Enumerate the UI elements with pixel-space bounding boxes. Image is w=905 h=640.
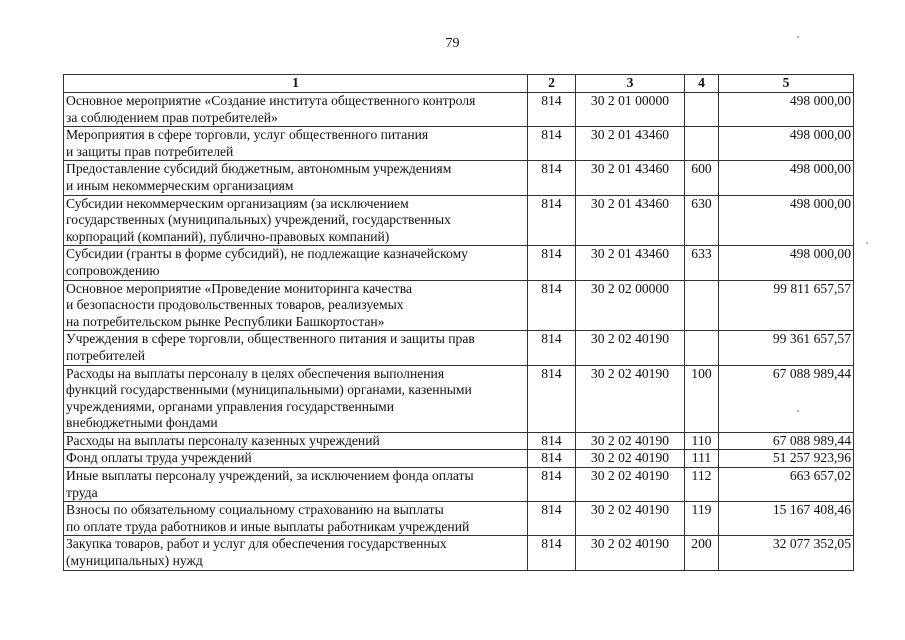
page-number: 79 [445, 36, 460, 51]
budget-table [63, 74, 854, 571]
row-amount: 498 000,00 [719, 161, 854, 195]
row-target-code: 30 2 02 40190 [576, 502, 685, 536]
row-expense-type: 110 [685, 432, 719, 450]
row-admin-code: 814 [528, 331, 576, 365]
header-col-4: 4 [685, 75, 719, 93]
row-name: Расходы на выплаты персоналу в целях обеспечения выполнения функций государственными (муниципальными) органами, казенными учреждениями, органами управления государственными внебюджетными фондами [64, 365, 528, 432]
row-name: Фонд оплаты труда учреждений [64, 450, 528, 468]
row-target-code: 30 2 02 00000 [576, 280, 685, 331]
row-admin-code: 814 [528, 195, 576, 246]
row-expense-type [685, 331, 719, 365]
row-admin-code: 814 [528, 93, 576, 127]
row-name: Субсидии (гранты в форме субсидий), не подлежащие казначейскому сопровождению [64, 246, 528, 280]
row-name: Основное мероприятие «Создание института общественного контроля за соблюдением прав потребителей» [64, 93, 528, 127]
row-name: Взносы по обязательному социальному страхованию на выплаты по оплате труда работников и иные выплаты работникам учреждений [64, 502, 528, 536]
row-amount: 99 811 657,57 [719, 280, 854, 331]
row-target-code: 30 2 01 43460 [576, 246, 685, 280]
row-expense-type [685, 93, 719, 127]
row-expense-type [685, 280, 719, 331]
header-col-2: 2 [528, 75, 576, 93]
row-name: Субсидии некоммерческим организациям (за исключением государственных (муниципальных) учреждений, государственных корпораций (компаний), публично-правовых компаний) [64, 195, 528, 246]
row-target-code: 30 2 02 40190 [576, 365, 685, 432]
row-amount: 498 000,00 [719, 246, 854, 280]
table-row [64, 246, 854, 280]
table-row [64, 450, 854, 468]
row-target-code: 30 2 01 43460 [576, 127, 685, 161]
row-expense-type: 630 [685, 195, 719, 246]
row-target-code: 30 2 02 40190 [576, 432, 685, 450]
table-row [64, 502, 854, 536]
row-amount: 51 257 923,96 [719, 450, 854, 468]
row-expense-type: 100 [685, 365, 719, 432]
row-name: Основное мероприятие «Проведение мониторинга качества и безопасности продовольственных товаров, реализуемых на потребительском рынке Республики Башкортостан» [64, 280, 528, 331]
row-admin-code: 814 [528, 127, 576, 161]
row-amount: 15 167 408,46 [719, 502, 854, 536]
row-amount: 67 088 989,44 [719, 365, 854, 432]
row-expense-type: 119 [685, 502, 719, 536]
row-expense-type: 112 [685, 468, 719, 502]
table-row [64, 468, 854, 502]
row-name: Расходы на выплаты персоналу казенных учреждений [64, 432, 528, 450]
table-row [64, 331, 854, 365]
table-row [64, 432, 854, 450]
row-amount: 99 361 657,57 [719, 331, 854, 365]
row-amount: 32 077 352,05 [719, 536, 854, 570]
row-target-code: 30 2 02 40190 [576, 468, 685, 502]
row-amount: 498 000,00 [719, 195, 854, 246]
table-row [64, 365, 854, 432]
table-row [64, 93, 854, 127]
row-admin-code: 814 [528, 161, 576, 195]
row-target-code: 30 2 01 43460 [576, 161, 685, 195]
scan-speck [797, 36, 799, 38]
row-expense-type: 633 [685, 246, 719, 280]
row-admin-code: 814 [528, 365, 576, 432]
row-target-code: 30 2 01 00000 [576, 93, 685, 127]
row-admin-code: 814 [528, 536, 576, 570]
row-admin-code: 814 [528, 450, 576, 468]
row-expense-type: 200 [685, 536, 719, 570]
row-target-code: 30 2 02 40190 [576, 536, 685, 570]
row-target-code: 30 2 01 43460 [576, 195, 685, 246]
row-admin-code: 814 [528, 246, 576, 280]
row-expense-type: 111 [685, 450, 719, 468]
row-admin-code: 814 [528, 432, 576, 450]
row-amount: 67 088 989,44 [719, 432, 854, 450]
table-row [64, 536, 854, 570]
scan-speck [866, 242, 868, 244]
row-target-code: 30 2 02 40190 [576, 450, 685, 468]
header-col-5: 5 [719, 75, 854, 93]
row-name: Учреждения в сфере торговли, общественного питания и защиты прав потребителей [64, 331, 528, 365]
row-name: Закупка товаров, работ и услуг для обеспечения государственных (муниципальных) нужд [64, 536, 528, 570]
table-row [64, 195, 854, 246]
row-expense-type [685, 127, 719, 161]
table-header-row [64, 75, 854, 93]
table-row [64, 161, 854, 195]
row-amount: 498 000,00 [719, 93, 854, 127]
table-row [64, 280, 854, 331]
row-admin-code: 814 [528, 502, 576, 536]
row-target-code: 30 2 02 40190 [576, 331, 685, 365]
row-name: Мероприятия в сфере торговли, услуг общественного питания и защиты прав потребителей [64, 127, 528, 161]
header-col-1: 1 [64, 75, 528, 93]
row-admin-code: 814 [528, 468, 576, 502]
row-name: Предоставление субсидий бюджетным, автономным учреждениям и иным некоммерческим организациям [64, 161, 528, 195]
row-amount: 498 000,00 [719, 127, 854, 161]
row-expense-type: 600 [685, 161, 719, 195]
table-row [64, 127, 854, 161]
row-admin-code: 814 [528, 280, 576, 331]
row-name: Иные выплаты персоналу учреждений, за исключением фонда оплаты труда [64, 468, 528, 502]
header-col-3: 3 [576, 75, 685, 93]
row-amount: 663 657,02 [719, 468, 854, 502]
